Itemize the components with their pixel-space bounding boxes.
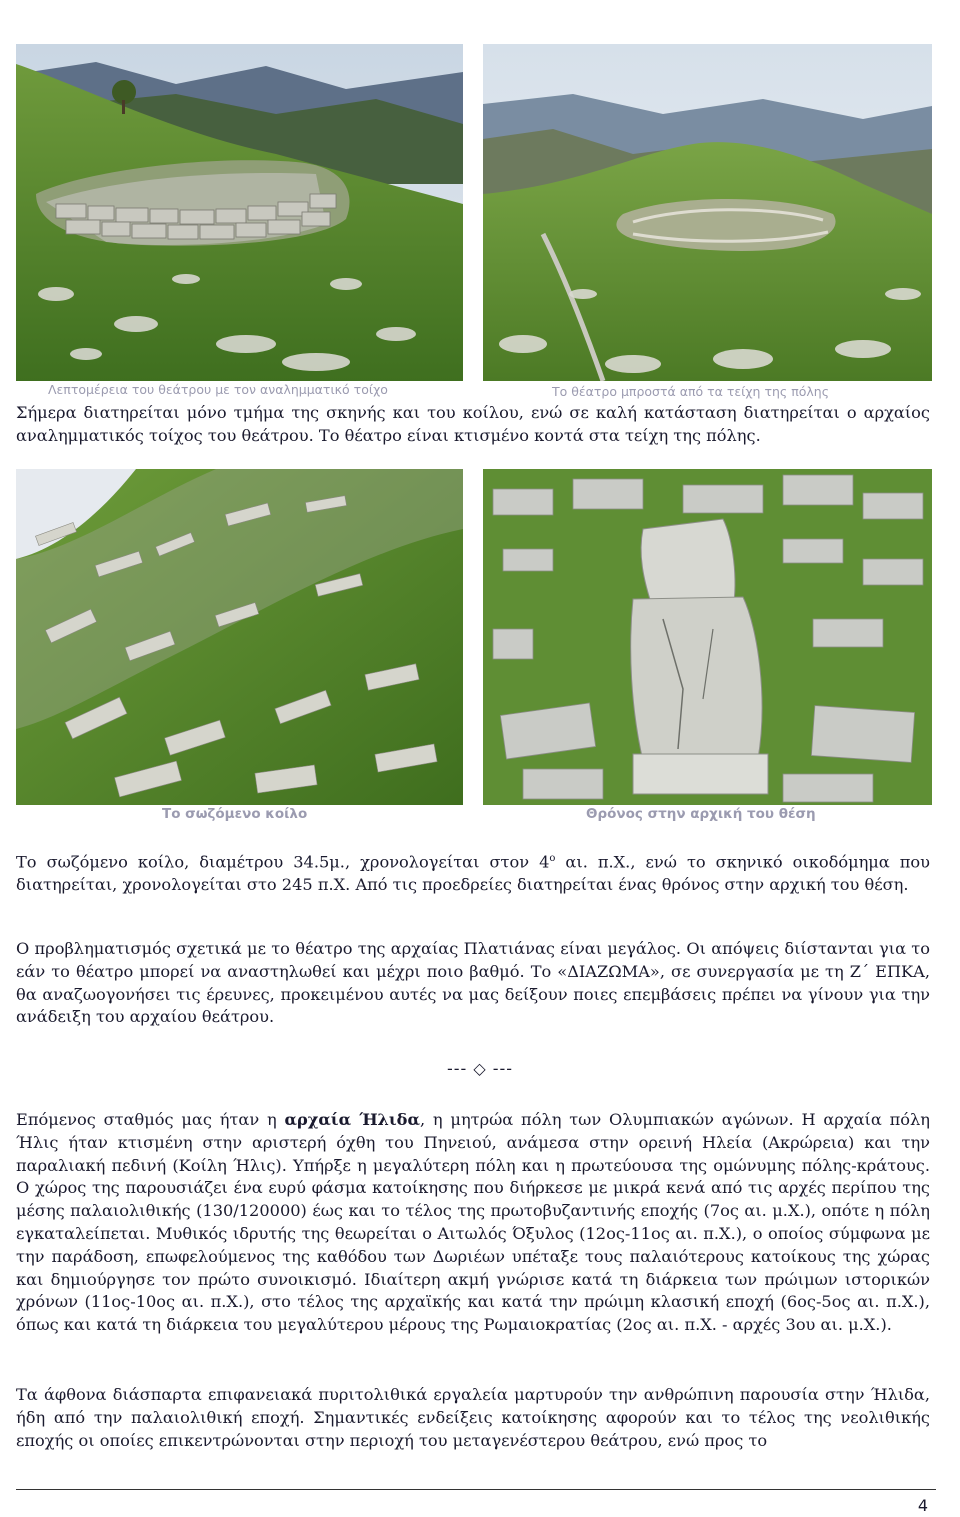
p2-part-b: αι. π.Χ., ενώ το σκηνικό οικοδόμημα που διατηρείται, χρονολογείται στο 245 π.Χ. Από τις προεδρείες διατηρείται ένας θρόνος στην αρχική του θέση. xyxy=(16,852,930,895)
photo-throne xyxy=(483,469,932,805)
page-number: 4 xyxy=(917,1496,928,1515)
p2-part-a: Το σωζόμενο κοίλο, διαμέτρου 34.5μ., χρονολογείται στον 4 xyxy=(16,852,550,872)
footer-divider xyxy=(16,1489,936,1490)
photo1-caption: Λεπτομέρεια του θεάτρου με τον αναλημματικό τοίχο xyxy=(48,382,388,397)
ancient-elis-bold: αρχαία Ήλιδα xyxy=(284,1110,420,1129)
photo-preserved-koilon xyxy=(16,469,463,805)
p2-superscript: ο xyxy=(549,853,556,864)
paragraph-koilon-dating xyxy=(16,848,930,897)
photo4-caption: Θρόνος στην αρχική του θέση xyxy=(586,806,816,822)
p4-part-b: , η μητρώα πόλη των Ολυμπιακών αγώνων. Η αρχαία πόλη Ήλις ήταν κτισμένη στην αριστερή όχθη του Πηνειού, ανάμεσα στην ορεινή Ηλεία (Ακρώρεια) και την παραλιακή πεδινή (Κοίλη Ήλις). Υπήρξε η μεγαλύτερη πόλη και η πρωτεύουσα της ομώνυμης πόλης-κράτους. Ο χώρος της παρουσιάζει ένα ευρύ φάσμα κατοίκησης που διήρκεσε με μικρά κενά από τις αρχές περίπου της μέσης παλαιολιθικής (130/120000) έως και το τέλος της πρωτοβυζαντινής εποχής (7ος αι. μ.Χ.), οπότε η πόλη εγκαταλείπεται. Μυθικός ιδρυτής της θεωρείται ο Αιτωλός Όξυλος (12ος-11ος αι. π.Χ.), ο οποίος σύμφωνα με την παράδοση, επωφελούμενος της καθόδου των Δωριέων υπέταξε τους παλαιότερους κατοίκους της χώρας και δημιούργησε τον πρώτο συνοικισμό. Ιδιαίτερη ακμή γνώρισε κατά τη διάρκεια των πρώιμων ιστορικών χρόνων (11ος-10ος αι. π.Χ.), στο τέλος της αρχαϊκής και κατά την πρώιμη κλασική εποχή (6ος-5ος αι. π.Χ.), όπως και κατά τη διάρκεια του μεγαλύτερου μέρους της Ρωμαιοκρατίας (2ος αι. π.Χ. - αρχές 3ου αι. μ.Χ.). xyxy=(16,1110,930,1335)
photo2-caption: Το θέατρο μπροστά από τα τείχη της πόλης xyxy=(552,384,830,399)
paragraph-restoration: Ο προβληματισμός σχετικά με το θέατρο της αρχαίας Πλατιάνας είναι μεγάλος. Οι απόψεις διίστανται για το εάν το θέατρο μπορεί να αναστηλωθεί και μέχρι ποιο βαθμό. Το «ΔΙΑΖΩΜΑ», σε συνεργασία με τη Ζ΄ ΕΠΚΑ, θα αναζωογονήσει τις έρευνες, προκειμένου αυτές να μας δείξουν ποιες επεμβάσεις πρέπει να γίνουν για την ανάδειξη του αρχαίου θεάτρου. xyxy=(16,939,930,1027)
photo-theatre-city-walls xyxy=(483,44,932,381)
p4-part-a: Επόμενος σταθμός μας ήταν η xyxy=(16,1110,285,1129)
section-separator: --- ◇ --- xyxy=(446,1059,514,1078)
paragraph-ancient-elis xyxy=(16,1109,930,1337)
paragraph-paleolithic-tools: Τα άφθονα διάσπαρτα επιφανειακά πυριτολιθικά εργαλεία μαρτυρούν την ανθρώπινη παρουσία στην Ήλιδα, ήδη από την παλαιολιθική εποχή. Σημαντικές ενδείξεις κατοίκησης αφορούν και το τέλος της νεολιθικής εποχής οι οποίες επικεντρώνονται στην περιοχή του μεταγενέστερου θεάτρου, ενώ προς το xyxy=(16,1385,930,1450)
photo-theatre-retaining-wall xyxy=(16,44,463,381)
paragraph-theatre-status: Σήμερα διατηρείται μόνο τμήμα της σκηνής και του κοίλου, ενώ σε καλή κατάσταση διατηρείται ο αρχαίος αναλημματικός τοίχος του θεάτρου. Το θέατρο είναι κτισμένο κοντά στα τείχη της πόλης. xyxy=(16,403,930,445)
photo3-caption: Το σωζόμενο κοίλο xyxy=(162,806,308,822)
